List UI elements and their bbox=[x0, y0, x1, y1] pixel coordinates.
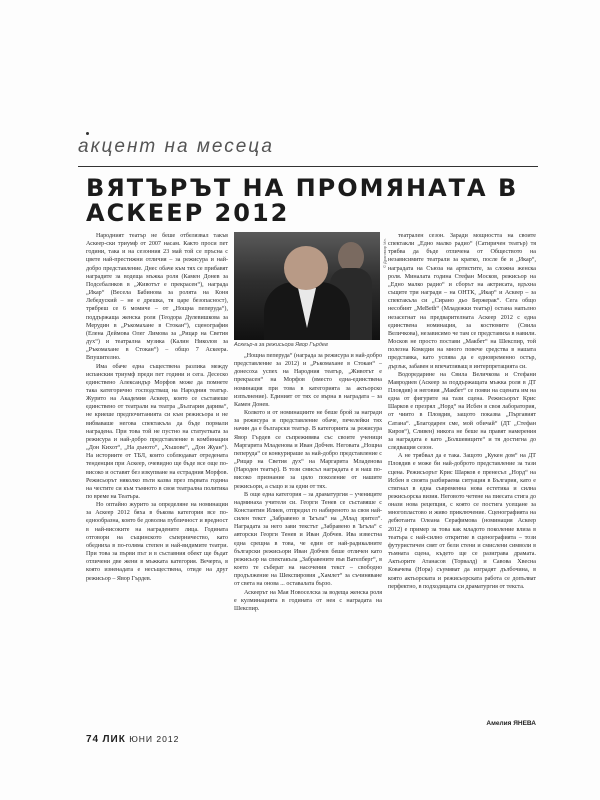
article-photo bbox=[234, 232, 380, 340]
page-number: 74 bbox=[86, 734, 100, 745]
photo-figure-man-head bbox=[284, 246, 328, 290]
rubric-divider bbox=[78, 166, 538, 167]
author-signature: Амелия ЯНЕВА bbox=[486, 720, 536, 727]
article-column-1 bbox=[86, 232, 228, 727]
magazine-name: ЛИК bbox=[102, 734, 126, 745]
page-marker bbox=[86, 132, 89, 135]
paragraph: Народният театър не беше отбелязвал такъв Аскеер-ски триумф от 2007 насам. Както проси пет години, така и на сезонния 23 май той се пръсна с цвете най-престижни отличия – за режисура и най-добро представление. Днес обаче към тях се прибавят наградите за водеща мъжка роля (Камен Донев за Подсебалнков в „Животът е прекрасен“), награда „Икар“ (Весела Бабинова за ролята на Коня Лебедуский – не е дрешка, тя царе безопасност), трябреш се 6 момиче – от „Нощна пеперуда“), поддържаща женска роля (Теодора Дулевишкова за Мерудин в „Ръкомахане в Стокан“), сценография (Елена Деймова Олег Лимова за „Рицар на Светия дух“) и театрална музика (Калин Николов за „Ръкомахане в Стокан“) – общо 7 Аскеера. Впушително. bbox=[86, 233, 228, 362]
issue-date: ЮНИ 2012 bbox=[129, 734, 180, 744]
paragraph: Водоредарине на Свила Величкова и Стефани Мавродиев (Аскеер за поддържащата мъжка роля в ДТ Пловдив) и неговия „Макбет“ се появи на сцената им на една от фигурите на тази сцена. Режисьорът Крис Шарков е презрял „Норд“ на Исбен в своя лаборатория, от чиито в Пловдив, защото показва „Пъргавият Сатана“. „Благодарен сме, мой обичай“ (ДТ „Стефан Киров“), Сливен) никога не беше на правят намерения за наградата е като „Болшевиците“ и тя достигна до следващия сезон. bbox=[388, 371, 536, 452]
paragraph: „Нощна пеперуда“ (награда за режисура и най-добро представление за 2012) и „Ръкомахане в Стокан“ – донесоха успех на Народния театър, „Животът е прекрасен“ на Морфов (вместо една-единствена номинация при това в категорията за актьорско изпълнение). Единият от тях се върна в наградата – за Камен Донев. bbox=[234, 353, 382, 408]
rubric-text: акцент на месеца bbox=[78, 136, 274, 157]
photo-caption: Аскеър-а за режисьора Явор Гърдев bbox=[234, 342, 328, 348]
paragraph: Аскеерът на Мая Новоселска за водеща женска роля е кулминацията в годината от нея с наградата на Шекспир. bbox=[234, 589, 382, 612]
photo-credit: © Драгомир Мл. bbox=[382, 238, 387, 268]
section-rubric bbox=[78, 136, 378, 158]
article-headline: ВЯТЪРЪТ НА ПРОМЯНАТА В АСКЕЕР 2012 bbox=[86, 174, 519, 227]
paragraph: Но оптайно журито за определяне на номинации за Аскеер 2012 бяха в бъкова категория все по-еднообразна, която бе доволна публичност и вредност в най-високите на наградените лица. Годината отговори на същинското съперничество, като обедниха в по-голяма степен и най-видимите театри. При това за първи път и в съставния обект ще бъдат отличени две жени в мъжката категория. Вечерта, в която изненадата е несъществена, отиде на друг режисьор – Явор Гърдев. bbox=[86, 502, 228, 582]
article-column-3 bbox=[388, 232, 536, 694]
paragraph: театрален сезон. Заради мощността на своите спектакли „Едно малко радио“ (Сатиричен театър) тя трябва да бъде отличена от Обществото на независимите театрали за кратко, после бе и „Икар“, наградата на Съюза на артистите, за сложна женска роля. Миналата година Стефан Москов, режисьор на „Едно малко радио“ и сборът на актрисата, вдъхна същите три награди – на ОНТК, „Икар“ и Аскеер – за спектакъла си „Сирано дьо Бержерак“. Сега общо несобият „MeBeth“ (Младежки театър) остана напълно незасегнат на предварителната Аскеер 2012 с една единствена номинация, за костюмите (Свила Величкова), независимо че там се представиха в навили. Москов не просто постави „Макбет“ на Шекспир, той полезна Комедия на много повече средства в нашата представка, като успява да е едновременно остър, дързък, забавен и впечатляващ в интерпретацията си. bbox=[388, 233, 536, 370]
paragraph: Има обаче една съществена разлика между испанския триумф преди пет години и сега. Десеcко единствено Александър Морфов може да помнете така категорично господстващ на Народния театър. Журито на Академия Аскеер, която се съставеше единствено от театрали на театра „България дарива“, не криеше предпочитанията си към режисьора и не вибваваше негова спектакъла да бъде пормали наградена. При това той не пустно на статуетката за режисура и най-добро представление в комбинация „Дон Кихот“, „На дъното“, „Хъшове“, „Дон Жуан“). На историите от ТБЛ, които соблюдават отредената тенденция при Аскеер, очевидно ще бъде все още по-високо и оставят без изкупване на естрадния Морфов. Режисьорът няколко пъти казва през първата година на честите си към тъмното в своя театрална политика по време на Театъра. bbox=[86, 363, 228, 500]
page-footer bbox=[86, 734, 179, 745]
paragraph: А не трябвал да е така. Защото „Кукен дом“ на ДТ Пловдив е може би най-доброто представление за тази сцена. Режисьорът Крис Шарков е пренесъл „Норд“ на Исбен в своята разбираема ситуация в България, като е стигнал в една съвременна нова естетика и силна режисьорска визия. Неговото четене на пиесата стига до онази нова рецепция, с която се постига усещане за многопластово и живо приключение. Сценографията на дебютанта Олеана Серафимова (номинация Аскеер 2012) е пример за това как младото поколение влиза в театъра с най-силно откритие в сценографията – този футуристичен свят от бели стени и смислени символи в тъмната сцена, където ще се разиграва драмата. Актьорите Атанасов (Торвалд) и Савова Хвесна Ковачева (Нора) съумяват да изградят дълбочина, в която актьорската и режисьорската работа се допълват перфектно, в подходящата си драматургия от текста. bbox=[388, 453, 536, 590]
paragraph: Колкото и от номинациите не беше брой за награди за режисура и представление обаче, печелейки тях начин да е български театър. В категорията за режисура Явор Гърдев се съпреживява със своите ученици Маргарита Младенова и Иван Добчев. Неговата „Нощна пеперуда“ се конкурираше за най-добро представление с „Рицар на Светия дух“ на Маргарита Младенова (Народен театър). В този смисъл наградата е и наш по-високо признание за цяло поколение от нашите режисьори, а също и за едни от тях. bbox=[234, 410, 382, 490]
paragraph: В още една категория – за драматургия – учениците надминаха учителя си. Георги Тенев се съставяше с Константин Илиев, отпредил го набиреното за своя най-силен текст „Забравено в Ъгъла“ на „Млад зрител“. Наградата за него зави текстът „Забравено в Ъгъла“ с авторски Георги Тенев и Иван Добчев. Ива известна една срещна в това, че един от най-радикалните български режисьори Иван Добчев беше отличен като режисьор на спектакъла „Забравените във Вателберг“, в което те съберат на насочения текст – свободно продължение на Шекспировия „Хамлет“ за съчиняване от света на онова ... оставалата бързо. bbox=[234, 491, 382, 588]
article-column-2 bbox=[234, 352, 382, 727]
